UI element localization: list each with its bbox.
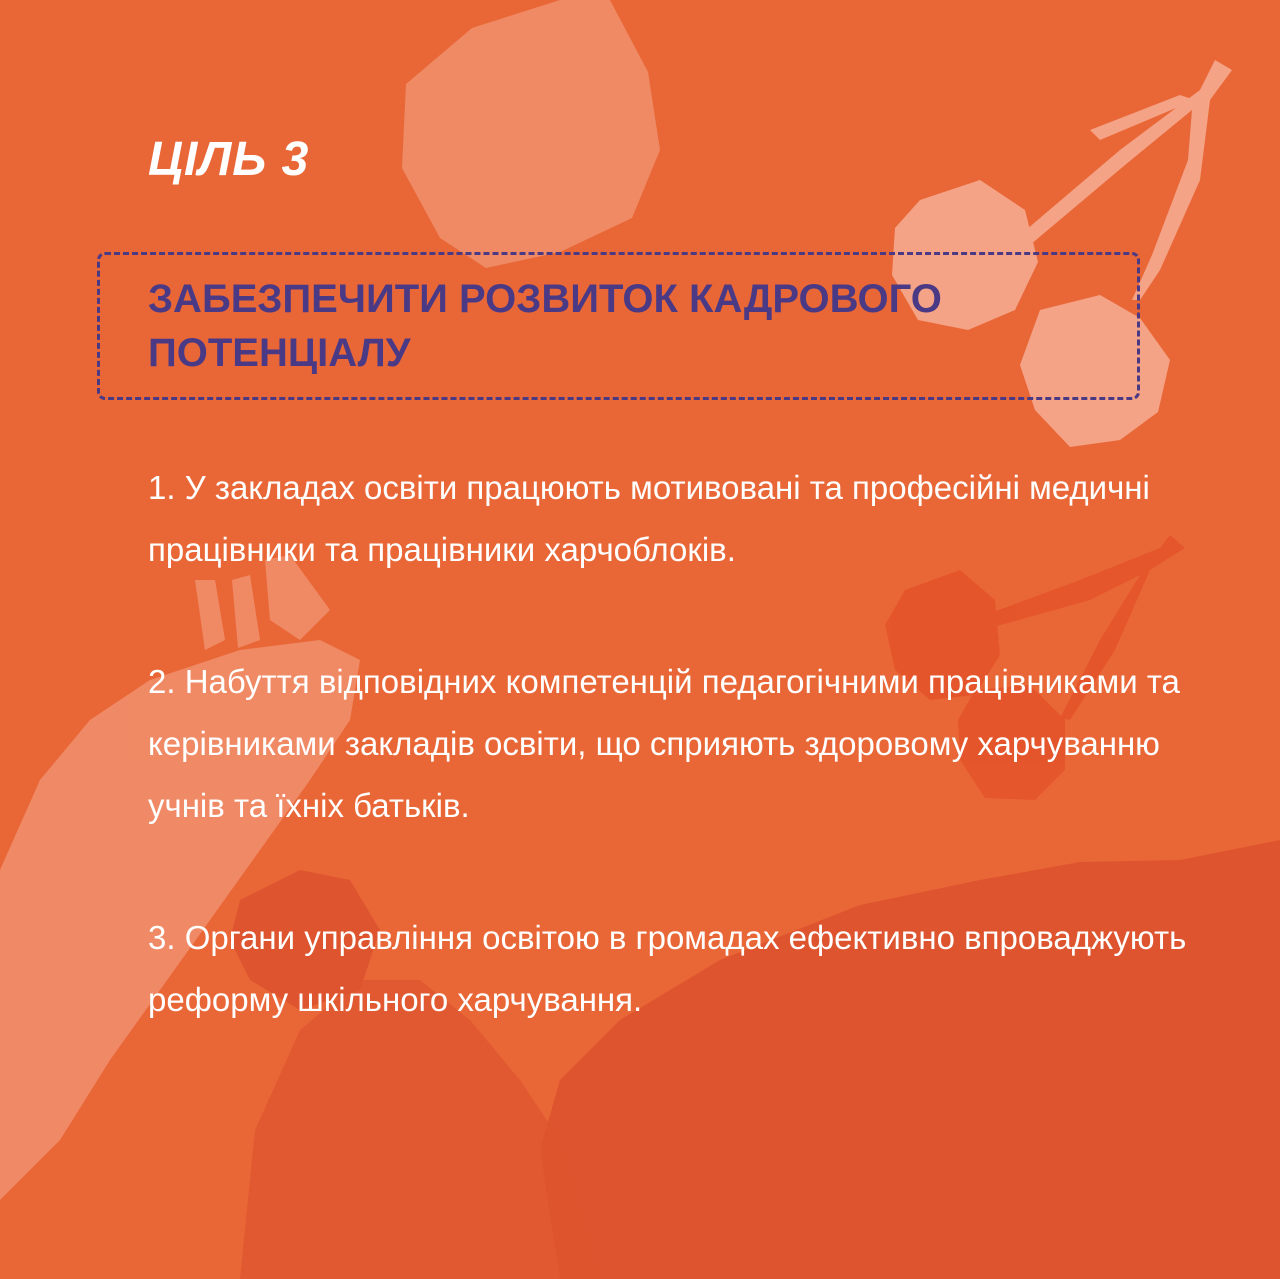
list-item: 2. Набуття відповідних компетенцій педагогічними працівниками та керівниками закладів освіти, що сприяють здоровому харчуванню учнів та їхніх батьків. (148, 663, 1180, 824)
list-item: 3. Органи управління освітою в громадах ефективно впроваджують реформу шкільного харчування. (148, 919, 1187, 1018)
goal-items-list (148, 457, 1208, 1101)
goal-title: ЗАБЕЗПЕЧИТИ РОЗВИТОК КАДРОВОГО ПОТЕНЦІАЛУ (148, 277, 942, 375)
list-item: 1. У закладах освіти працюють мотивовані та професійні медичні працівники та працівники харчоблоків. (148, 469, 1150, 568)
goal-label: ЦІЛЬ 3 (148, 133, 310, 186)
apple-silhouette-icon (402, 0, 660, 268)
